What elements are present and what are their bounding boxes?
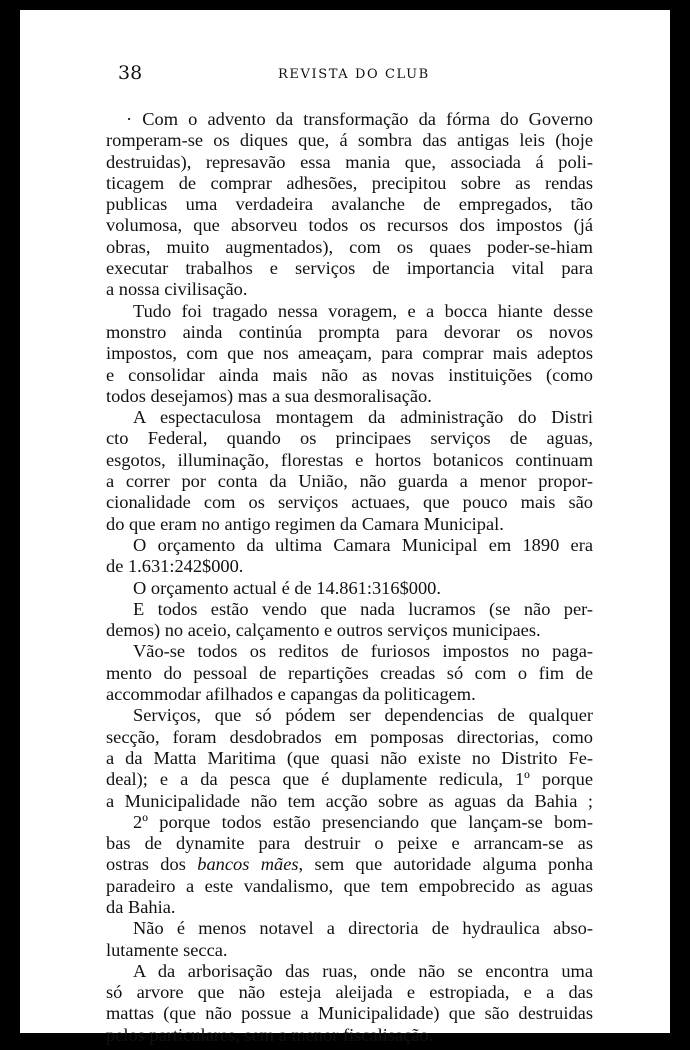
text-segment: ostras dos (106, 854, 198, 875)
text-line: · Com o advento da transformação da fórma do Governo (126, 109, 593, 129)
text-line: Tudo foi tragado nessa voragem, e a bocca hiante desse (133, 300, 593, 321)
text-line: pelos particulares, sem a menor fiscalisação. (106, 1024, 434, 1045)
text-segment: , sem que autoridade alguma ponha (298, 854, 593, 875)
page (20, 10, 670, 1045)
text-line: a Municipalidade não tem acção sobre as aguas da Bahia ; (106, 790, 593, 811)
text-line: O orçamento da ultima Camara Municipal em 1890 era (133, 534, 593, 555)
text-line: 2º porque todos estão presenciando que lançam-se bom- (133, 811, 593, 832)
text-line: volumosa, que absorveu todos os recursos dos impostos (já (106, 215, 593, 236)
text-line: do que eram no antigo regimen da Camara Municipal. (106, 513, 504, 534)
text-line: da Bahia. (106, 896, 176, 917)
text-line: Não é menos notavel a directoria de hydraulica abso- (133, 918, 593, 939)
text-line: e consolidar ainda mais não as novas instituições (como (106, 364, 593, 385)
text-line: mattas (que não possue a Municipalidade) que são destruidas (106, 1003, 593, 1024)
text-line: Serviços, que só pódem ser dependencias de qualquer (133, 705, 593, 726)
page-number: 38 (118, 62, 143, 84)
text-line: ticagem de comprar adhesões, precipitou sobre as rendas (106, 172, 593, 193)
text-line-with-italic (106, 854, 593, 875)
text-line: só arvore que não esteja aleijada e estropiada, e a das (106, 982, 593, 1003)
text-line: bas de dynamite para destruir o peixe e arrancam-se as (106, 833, 593, 854)
text-line: cto Federal, quando os principaes serviços de aguas, (106, 428, 593, 449)
text-line: O orçamento actual é de 14.861:316$000. (133, 577, 441, 598)
text-line: A espectaculosa montagem da administração do Distri (133, 407, 593, 428)
text-line: executar trabalhos e serviços de importancia vital para (106, 258, 593, 279)
text-line: todos desejamos) mas a sua desmoralisação. (106, 385, 432, 406)
body-text (106, 109, 593, 1046)
text-line: lutamente secca. (106, 939, 228, 960)
text-line: a nossa civilisação. (106, 279, 248, 300)
text-line: Vão-se todos os reditos de furiosos impostos no paga- (133, 641, 593, 662)
text-line: a correr por conta da União, não guarda a menor propor- (106, 471, 593, 492)
text-line: mento do pessoal de repartições creadas só com o fim de (106, 662, 593, 683)
text-line: publicas uma verdadeira avalanche de empregados, tão (106, 194, 593, 215)
text-line: deal); e a da pesca que é duplamente redicula, 1º porque (106, 769, 593, 790)
text-line: de 1.631:242$000. (106, 556, 244, 577)
text-line: A da arborisação das ruas, onde não se encontra uma (133, 960, 593, 981)
text-line: destruidas), represavão essa mania que, associada á poli- (106, 151, 593, 172)
text-line: paradeiro a este vandalismo, que tem empobrecido as aguas (106, 875, 593, 896)
text-line: esgotos, illuminação, florestas e hortos botanicos continuam (106, 449, 593, 470)
page-header (118, 62, 598, 88)
text-line: E todos estão vendo que nada lucramos (se não per- (133, 598, 593, 619)
text-line: impostos, com que nos ameaçam, para comprar mais adeptos (106, 343, 593, 364)
text-line: demos) no aceio, calçamento e outros serviços municipaes. (106, 620, 541, 641)
text-line: romperam-se os diques que, á sombra das antigas leis (hoje (106, 130, 593, 151)
text-line: obras, muito augmentados), com os quaes poder-se-hiam (106, 236, 593, 257)
text-line: secção, foram desdobrados em pomposas directorias, como (106, 726, 593, 747)
italic-phrase: bancos mães (197, 854, 299, 875)
text-line: a da Matta Maritima (que quasi não existe no Distrito Fe- (106, 747, 593, 768)
text-line: monstro ainda continúa prompta para devorar os novos (106, 321, 593, 342)
text-line: accommodar afilhados e capangas da politicagem. (106, 684, 476, 705)
running-title: REVISTA DO CLUB (278, 67, 430, 82)
text-line: cionalidade com os serviços actuaes, que pouco mais são (106, 492, 593, 513)
